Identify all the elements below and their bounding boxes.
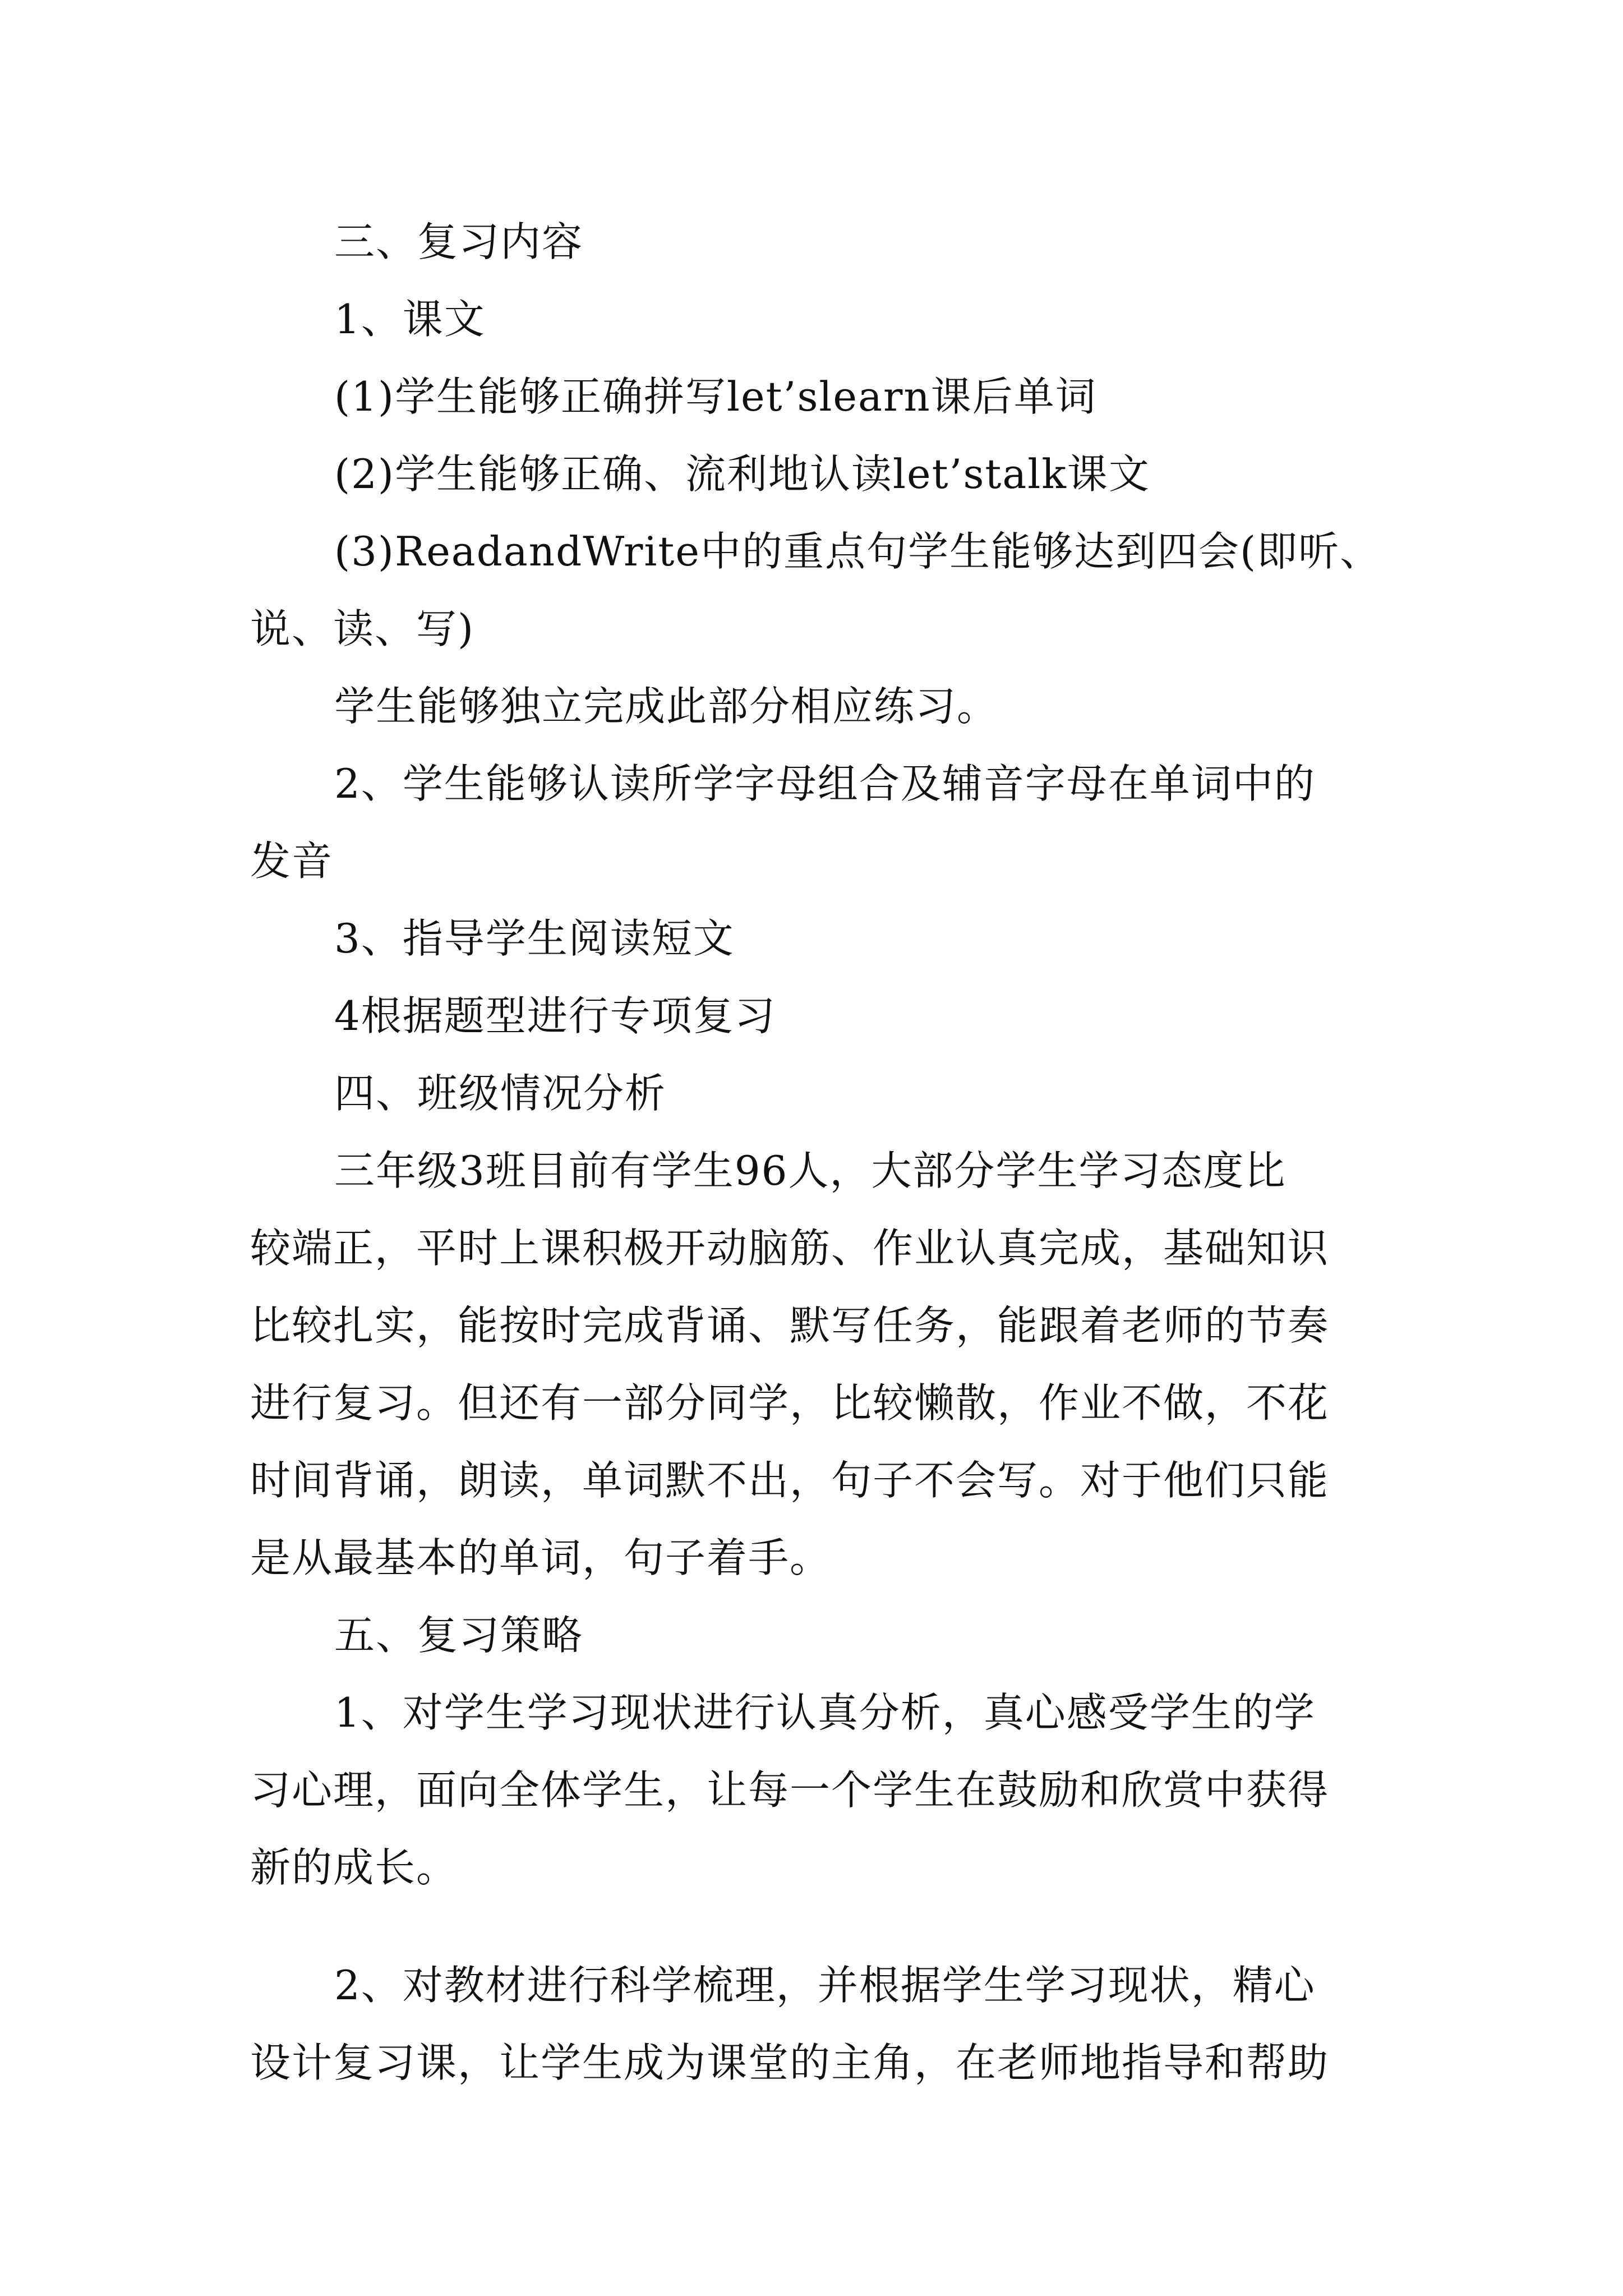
paragraph-text: 较端正，平时上课积极开动脑筋、作业认真完成，基础知识 [250, 1225, 1330, 1272]
paragraph-text: 进行复习。但还有一部分同学，比较懒散，作业不做，不花 [250, 1379, 1330, 1427]
subheading-text: 1、课文 [334, 296, 486, 343]
list-item: 2、学生能够认读所学字母组合及辅音字母在单词中的 [334, 760, 1316, 807]
section-heading-review-content: 三、复习内容 [334, 218, 584, 265]
list-item-continuation: 新的成长。 [250, 1844, 458, 1891]
list-item: 2、对教材进行科学梳理，并根据学生学习现状，精心 [334, 1962, 1316, 2009]
list-item: 4根据题型进行专项复习 [334, 992, 776, 1039]
list-item: (1)学生能够正确拼写let’slearn课后单词 [334, 373, 1097, 420]
paragraph-text: 三年级3班目前有学生96人，大部分学生学习态度比 [334, 1147, 1287, 1194]
list-item: 1、对学生学习现状进行认真分析，真心感受学生的学 [334, 1689, 1316, 1736]
document-body [250, 203, 1394, 2101]
list-item-continuation: 发音 [250, 838, 334, 885]
paragraph-text: 学生能够独立完成此部分相应练习。 [334, 683, 999, 730]
list-item-continuation: 设计复习课，让学生成为课堂的主角，在老师地指导和帮助 [250, 2039, 1330, 2086]
paragraph-text: 时间背诵，朗读，单词默不出，句子不会写。对于他们只能 [250, 1457, 1330, 1504]
list-item: 3、指导学生阅读短文 [334, 915, 735, 962]
section-heading-class-analysis: 四、班级情况分析 [334, 1070, 667, 1117]
list-item: (2)学生能够正确、流利地认读let’stalk课文 [334, 450, 1150, 498]
paragraph-gap [250, 1906, 1394, 1947]
list-item-continuation: 说、读、写) [250, 605, 475, 652]
paragraph-text: 比较扎实，能按时完成背诵、默写任务，能跟着老师的节奏 [250, 1302, 1330, 1349]
list-item: (3)ReadandWrite中的重点句学生能够达到四会(即听、 [334, 528, 1382, 575]
paragraph-text: 是从最基本的单词，句子着手。 [250, 1534, 832, 1581]
section-heading-review-strategy: 五、复习策略 [334, 1612, 584, 1659]
list-item-continuation: 习心理，面向全体学生，让每一个学生在鼓励和欣赏中获得 [250, 1766, 1330, 1814]
